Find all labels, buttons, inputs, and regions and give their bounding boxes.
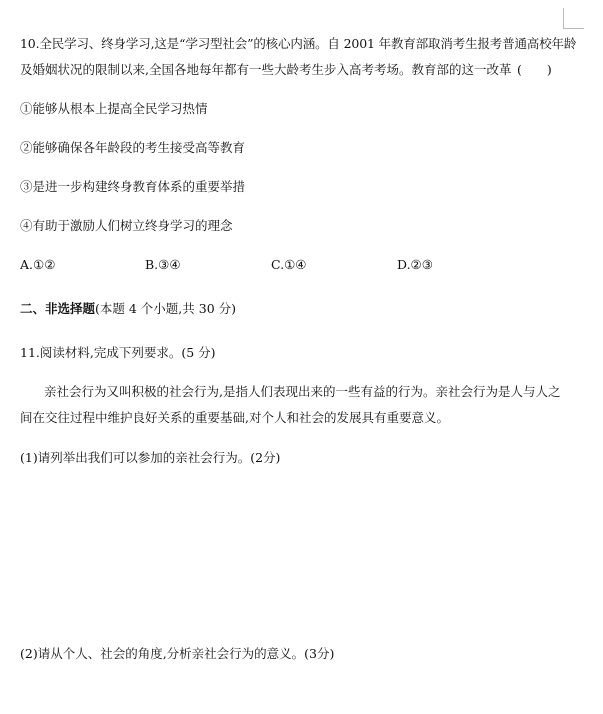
- sub-question-2: (2)请从个人、社会的角度,分析亲社会行为的意义。(3分): [20, 646, 335, 661]
- sub-question-1: (1)请列举出我们可以参加的亲社会行为。(2分): [20, 450, 281, 465]
- page-corner-mark: [563, 8, 584, 29]
- section-2-note: (本题 4 个小题,共 30 分): [95, 301, 236, 316]
- statement-3: ③是进一步构建终身教育体系的重要举措: [20, 179, 246, 194]
- choice-d: D.②③: [397, 257, 433, 272]
- section-2-title: 二、非选择题: [20, 301, 96, 316]
- statement-2: ②能够确保各年龄段的考生接受高等教育: [20, 140, 246, 155]
- statement-1: ①能够从根本上提高全民学习热情: [20, 101, 208, 116]
- choice-a: A.①②: [20, 257, 56, 272]
- question-10-stem-line-2: 及婚姻状况的限制以来,全国各地每年都有一些大龄考生步入高考考场。教育部的这一改革: [20, 62, 512, 77]
- question-10-stem-line-1: 10.全民学习、终身学习,这是“学习型社会”的核心内涵。自 2001 年教育部取消考生报考普通高校年龄: [20, 36, 577, 51]
- question-11-prompt: 11.阅读材料,完成下列要求。(5 分): [20, 345, 216, 360]
- statement-4: ④有助于激励人们树立终身学习的理念: [20, 218, 233, 233]
- section-2-heading: [20, 301, 236, 317]
- material-line-2: 间在交往过程中维护良好关系的重要基础,对个人和社会的发展具有重要意义。: [20, 410, 449, 425]
- choice-c: C.①④: [271, 257, 307, 272]
- choice-b: B.③④: [145, 257, 181, 272]
- material-line-1: 亲社会行为又叫积极的社会行为,是指人们表现出来的一些有益的行为。亲社会行为是人与人之: [44, 384, 561, 399]
- answer-blank: ( ): [517, 62, 552, 77]
